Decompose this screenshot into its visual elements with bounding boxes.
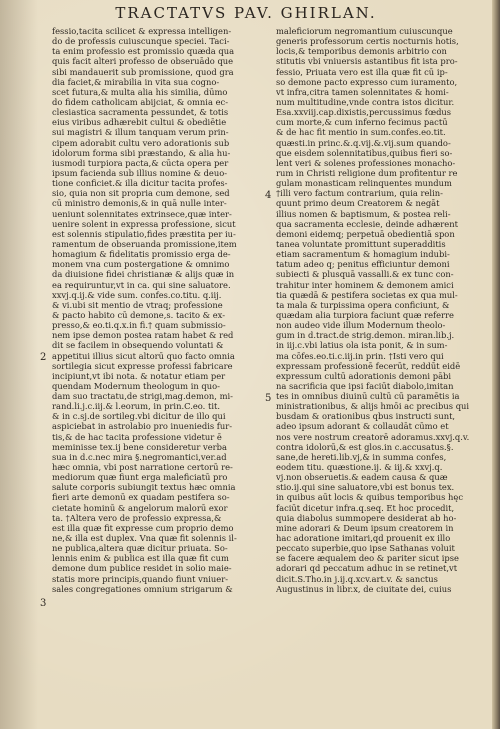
text-line: expressum cultū adorationis demoni pābi	[276, 370, 452, 381]
text-line: do de professis cuiuscunque speciei. Taci-	[52, 36, 230, 47]
text-line: tis,& de hac tacita professione videtur ē	[52, 431, 222, 442]
text-line: statis more principis,quando fiunt vniuer-	[52, 573, 229, 584]
text-line: quunt primo deum Creatorem & negāt	[276, 198, 440, 209]
text-line: sane,de hereti.lib.vj,& in summa confes,	[276, 451, 447, 462]
text-line: ne publica,altera quæ dicitur priuata. So-	[52, 543, 228, 554]
margin-number-5: 5	[265, 393, 272, 404]
text-line: quis facit alteri professo de obseruādo que	[52, 56, 234, 67]
text-line: cum morte,& cum inferno fecimus pactū	[276, 117, 448, 128]
running-header: TRACTATVS PAV. GHIRLAN.	[115, 4, 377, 22]
text-line: num multitudine,vnde contra istos dicitur.	[276, 96, 455, 107]
text-line: que eisdem solennitatibus,quibus fieri so-	[276, 147, 453, 158]
text-line: vj.non obseruetis.& eadem causa & quæ	[276, 472, 448, 483]
page-edge	[492, 0, 500, 729]
text-line: expressam professionē fecerūt, reddūt eidē	[276, 360, 461, 371]
text-line: †illi vero factum contrarium, quia relin-	[276, 188, 443, 199]
text-line: ministrationibus, & alijs hmōi ac precibus qui	[276, 401, 470, 412]
text-line: eius viribus adhærebit cultui & obediētie	[52, 117, 227, 128]
text-line: illius nomen & baptismum, & postea reli-	[276, 208, 451, 219]
text-line: demoni eidemq; perpetuā obedientiā spon	[276, 228, 455, 239]
text-line: monem vna cum postergatione & omnimo	[52, 259, 230, 270]
text-line: dicit.S.Tho.in j.ij.q.xcv.art.v. & sanctus	[276, 573, 438, 584]
text-line: adorari qd peccatum adhuc in se retinet,vt	[276, 563, 458, 574]
text-line: stitutis vbi vniuersis astantibus fit ista pro-	[276, 56, 458, 67]
text-line: peccato superbie,quo ipse Sathanas voluit	[276, 543, 455, 554]
text-line: Augustinus in libr.x, de ciuitate dei, cuius	[276, 583, 452, 594]
text-line: tes in omnibus diuinū cultū cū paramētis ia	[276, 391, 460, 402]
text-line: est solennis stipulatio,fides præstita per iu-	[52, 228, 236, 239]
text-line: ipsum facienda sub illius nomine & deuo-	[52, 167, 228, 178]
text-line: sibi mandauerit sub promissione, quod gra	[52, 66, 234, 77]
text-line: appetitui illius sicut altorū quo facto omnia	[52, 350, 235, 361]
text-line: na sacrificia que ipsi faciūt diabolo,imitan	[276, 380, 454, 391]
text-line: sortilegia sicut expresse professi fabricare	[52, 360, 233, 371]
text-line: ta mala & turpissima opera conficiunt, &	[276, 299, 450, 310]
text-line: aspiciebat in astrolabio pro inueniedis fur-	[52, 421, 233, 432]
text-line: hæc omnia, vbi post narratione certorū re-	[52, 462, 233, 473]
text-line: tanea voluntate promittunt superadditis	[276, 238, 446, 249]
text-line: iusmodi turpiora pacta,& cūcta opera per	[52, 157, 229, 168]
text-line: maleficiorum negromantium cuiuscunque	[276, 26, 453, 36]
text-line: in iij.c.vbi latius ola ista ponit, & in sum-	[276, 340, 448, 351]
text-line: trahitur inter hominem & demonem amici	[276, 279, 454, 290]
text-line: ta enim professio est promissio quæda qua	[52, 46, 235, 57]
text-line: sui magistri & illum tanquam verum prin-	[52, 127, 229, 138]
text-line: fessio, Priuata vero est illa quæ fit cū ip-	[276, 66, 448, 77]
text-line: generis professorum certis nocturnis hotis,	[276, 36, 459, 47]
text-line: ramentum de obseruanda promissione,item	[52, 238, 237, 249]
text-line: ta. †Altera vero de professio expressa,&	[52, 512, 222, 523]
text-line: tia quædā & pestifera societas ex qua mul-	[276, 289, 458, 300]
text-line: do fidem catholicam abijciat, & omnia ec-	[52, 96, 229, 107]
text-line: stio.ij.qui sine saluatore,vbi est bonus tex.	[276, 482, 455, 493]
text-line: scet futura,& multa alia his similia, dūmo	[52, 86, 228, 97]
text-line: nos vere nostrum creatorē adoramus.xxvj.q.v.	[276, 431, 470, 442]
text-line: ea requiruntur,vt in ca. qui sine saluatore.	[52, 279, 231, 290]
text-line: dam suo tractatu,de strigi,mag.demon, mi-	[52, 391, 233, 402]
left-text-column	[52, 26, 266, 594]
text-line: sio, quia non sit propria cum demone, sed	[52, 188, 230, 199]
text-line: cū ministro demonis,& in quā nulle inter-	[52, 198, 227, 209]
text-line: tione conficiet.& illa dicitur tacita profes-	[52, 178, 228, 189]
text-line: presso,& eo.ti.q.x.in fi.† quam submissio-	[52, 320, 226, 331]
margin-number-2: 2	[40, 352, 47, 363]
text-line: in quibus aūt locis & quibus temporibus hęc	[276, 492, 464, 503]
text-line: rand.li.j.c.iij.& l.eorum, in prin.C.eo. tit.	[52, 401, 221, 412]
text-line: idolorum forma sibi præstando, & alia hu-	[52, 147, 231, 158]
text-line: incipiunt,vt ibi nota. & notatur etiam per	[52, 370, 226, 381]
text-line: da diuisione fidei christianæ & alijs quæ in	[52, 269, 235, 280]
text-line: uenire solent in expressa professione, sicut	[52, 218, 236, 229]
text-line: eodem titu. quæstione.ij. & iij.& xxvj.q.	[276, 462, 443, 473]
margin-number-3: 3	[40, 598, 47, 609]
text-line: quædam alia turpiora faciunt quæ referre	[276, 309, 454, 320]
text-line: se facere æqualem deo & pariter sicut ipse	[276, 553, 459, 564]
text-line: locis,& temporibus demonis arbitrio con	[276, 46, 447, 57]
text-line: so demone pacto expresso cum iuramento,	[276, 76, 458, 87]
text-line: qua sacramenta ecclesie, deinde adhærent	[276, 218, 458, 229]
text-line: hac adoratione imitari,qd prouenit ex illo	[276, 533, 451, 544]
text-line: est illa quæ fit expresse cum proprio demo	[52, 522, 234, 533]
gutter-shadow	[0, 0, 38, 729]
text-line: quendam Modernum theologum in quo-	[52, 380, 220, 391]
text-line: lent veri & solenes professiones monacho-	[276, 157, 456, 168]
margin-number-4: 4	[265, 190, 272, 201]
text-line: dia faciet,& mirabilia in vita sua cogno-	[52, 76, 220, 87]
text-line: fieri arte demonū ex quadam pestifera so-	[52, 492, 230, 503]
text-line: & de hac fit mentio in sum.confes.eo.tit.	[276, 127, 446, 138]
text-line: etiam sacramentum & homagium indubi-	[276, 249, 450, 260]
text-line: dit se facilem in obsequendo voluntati &	[52, 340, 224, 351]
text-line: lennis enim & publica est illa quæ fit cum	[52, 553, 229, 564]
text-line: nem ipse demon postea ratam habet & red	[52, 330, 234, 341]
text-line: adeo ipsum adorant & collaudāt cūmo et	[276, 421, 449, 432]
right-text-column	[276, 26, 478, 594]
text-line: gulam monasticam relinquentes mundum	[276, 178, 452, 189]
text-line: meminisse tex.ij bene consideretur verba	[52, 441, 227, 452]
text-line: rum in Christi religione dum profitentur re	[276, 167, 458, 178]
text-line: sua in d.c.nec mira §.negromantici,ver.ad	[52, 451, 227, 462]
text-line: ne,& illa est duplex. Vna quæ fit solennis il-	[52, 533, 237, 544]
text-line: & vi.ubi sit mentio de vtraq; professione	[52, 299, 223, 310]
text-line: Esa.xxviij.cap.dixistis,percussimus fœdus	[276, 107, 452, 118]
text-line: ma cōfes.eo.ti.c.iij.in prin. †Isti vero qui	[276, 350, 444, 361]
text-line: salute corporis subiungit textus hæc omnia	[52, 482, 236, 493]
text-line: gum in d.tract.de strig.demon. miran.lib.j.	[276, 330, 455, 341]
text-line: homagium & fidelitatis promissio erga de-	[52, 249, 231, 260]
text-line: subiecti & plusquā vassalli.& ex tunc con-	[276, 269, 454, 280]
text-line: quia diabolus summopere desiderat ab ho-	[276, 512, 457, 523]
text-line: clesiastica sacramenta pessundet, & totis	[52, 107, 229, 118]
text-line: cipem adorabit cultu vero adorationis sub	[52, 137, 230, 148]
text-line: non audeo vide illum Modernum theolo-	[276, 320, 446, 331]
text-line: & in c.sj.de sortileg.vbi dicitur de illo qui	[52, 411, 226, 422]
text-line: busdam & orationibus qbus instructi sunt,	[276, 411, 456, 422]
text-line: mediorum quæ fiunt erga maleficiatū pro	[52, 472, 228, 483]
text-line: cietate hominū & angelorum malorū exor	[52, 502, 228, 513]
text-line: sales congregationes omnium strigarum &	[52, 583, 233, 594]
text-line: mine adorari & Deum ipsum creatorem in	[276, 522, 454, 533]
text-line: fessio,tacita scilicet & expressa intelligen-	[52, 26, 232, 36]
text-line: demone dum publice residet in solio maie-	[52, 563, 232, 574]
text-line: tatum adeo q; penitus efficiuntur demoni	[276, 259, 450, 270]
text-line: quæsti.in princ.&.q.vij.&.vij.sum quando-	[276, 137, 451, 148]
text-line: faciūt dicetur infra.q.seq. Et hoc procedit,	[276, 502, 455, 513]
text-line: contra idolorū,& est glos.in c.accusatus.§.	[276, 441, 454, 452]
text-line: ueniunt solennitates extrinsece,quæ inter-	[52, 208, 232, 219]
text-line: xxvj.q.ij.& vide sum. confes.co.titu. q.iij.	[52, 289, 222, 300]
text-line: & pacto habito cū demone,s. tacito & ex-	[52, 309, 226, 320]
text-line: vt infra,citra tamen solennitates & homi-	[276, 86, 449, 97]
